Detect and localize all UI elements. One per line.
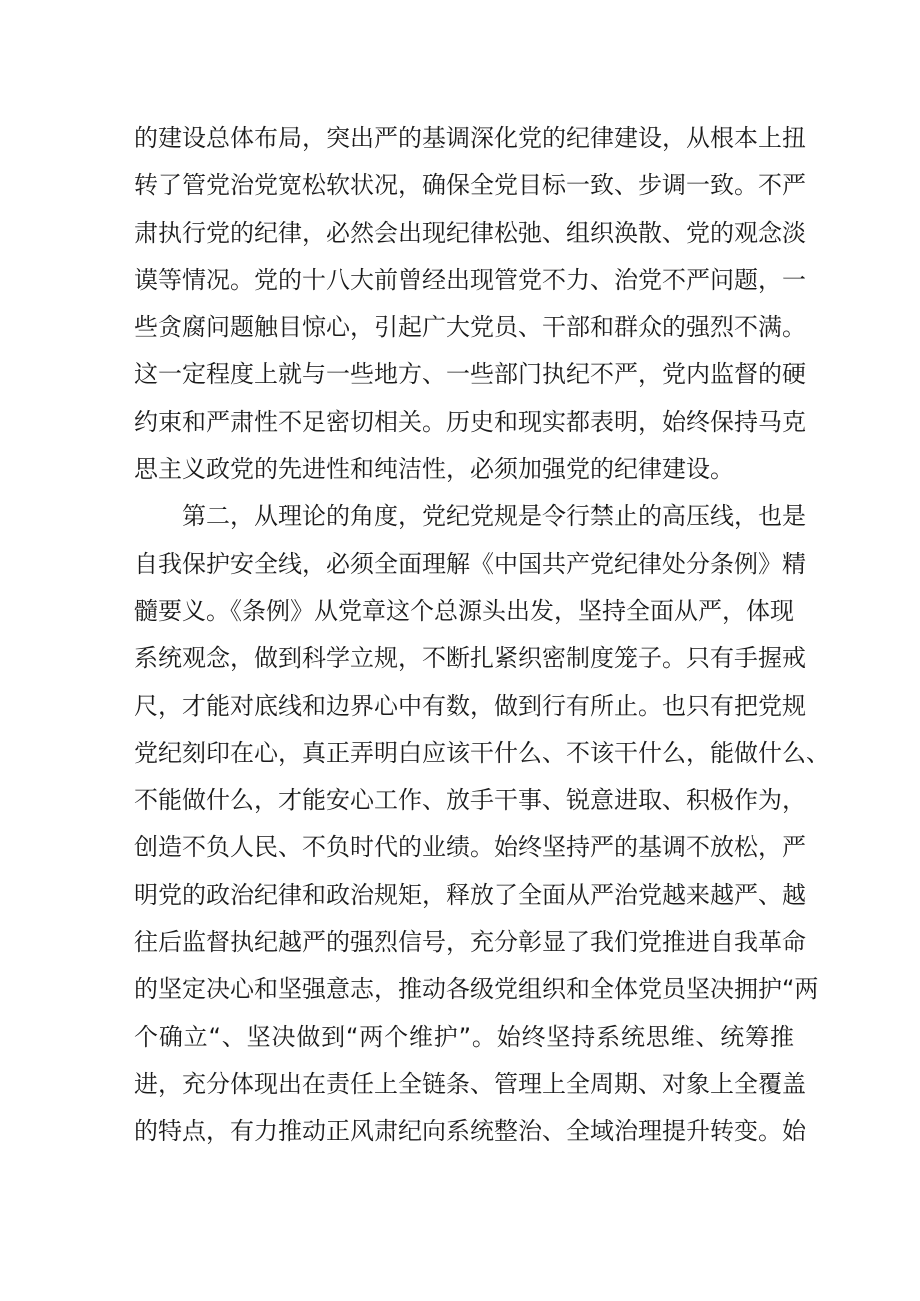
text-line-22: 的特点，有力推动正风肃纪向系统整治、全域治理提升转变。始 (134, 1117, 806, 1146)
text-line-5: 些贪腐问题触目惊心，引起广大党员、干部和群众的强烈不满。 (134, 313, 806, 342)
text-line-6: 这一定程度上就与一些地方、一些部门执纪不严，党内监督的硬 (134, 360, 806, 389)
text-line-3: 肃执行党的纪律，必然会出现纪律松弛、组织涣散、党的观念淡 (134, 218, 806, 247)
text-line-15: 不能做什么，才能安心工作、放手干事、锐意进取、积极作为， (134, 786, 806, 815)
text-line-14: 党纪刻印在心，真正弄明白应该干什么、不该干什么，能做什么、 (134, 738, 830, 767)
text-line-16: 创造不负人民、不负时代的业绩。始终坚持严的基调不放松，严 (134, 833, 806, 862)
text-line-8: 思主义政党的先进性和纯洁性，必须加强党的纪律建设。 (134, 455, 734, 484)
text-line-18: 往后监督执纪越严的强烈信号，充分彰显了我们党推进自我革命 (134, 928, 806, 957)
text-line-10: 自我保护安全线，必须全面理解《中国共产党纪律处分条例》精 (134, 549, 806, 578)
text-line-17: 明党的政治纪律和政治规矩，释放了全面从严治党越来越严、越 (134, 880, 806, 909)
body-text (134, 115, 830, 1156)
text-line-1: 的建设总体布局，突出严的基调深化党的纪律建设，从根本上扭 (134, 124, 806, 152)
text-line-20: 个确立“、坚决做到“两个维护”。始终坚持系统思维、统筹推 (134, 1022, 794, 1051)
text-line-4: 谟等情况。党的十八大前曾经出现管党不力、治党不严问题，一 (134, 265, 806, 294)
text-line-21: 进，充分体现出在责任上全链条、管理上全周期、对象上全覆盖 (134, 1069, 806, 1098)
text-line-12: 系统观念，做到科学立规，不断扎紧织密制度笼子。只有手握戒 (134, 644, 806, 673)
text-line-11: 髓要义。《条例》从党章这个总源头出发，坚持全面从严，体现 (134, 596, 794, 625)
text-line-7: 约束和严肃性不足密切相关。历史和现实都表明，始终保持马克 (134, 407, 806, 436)
text-line-13: 尺，才能对底线和边界心中有数，做到行有所止。也只有把党规 (134, 691, 806, 720)
text-line-2: 转了管党治党宽松软状况，确保全党目标一致、步调一致。不严 (134, 171, 806, 200)
text-line-9: 第二，从理论的角度，党纪党规是令行禁止的高压线，也是 (182, 502, 806, 531)
text-line-19: 的坚定决心和坚强意志，推动各级党组织和全体党员坚决拥护“两 (134, 975, 819, 1004)
